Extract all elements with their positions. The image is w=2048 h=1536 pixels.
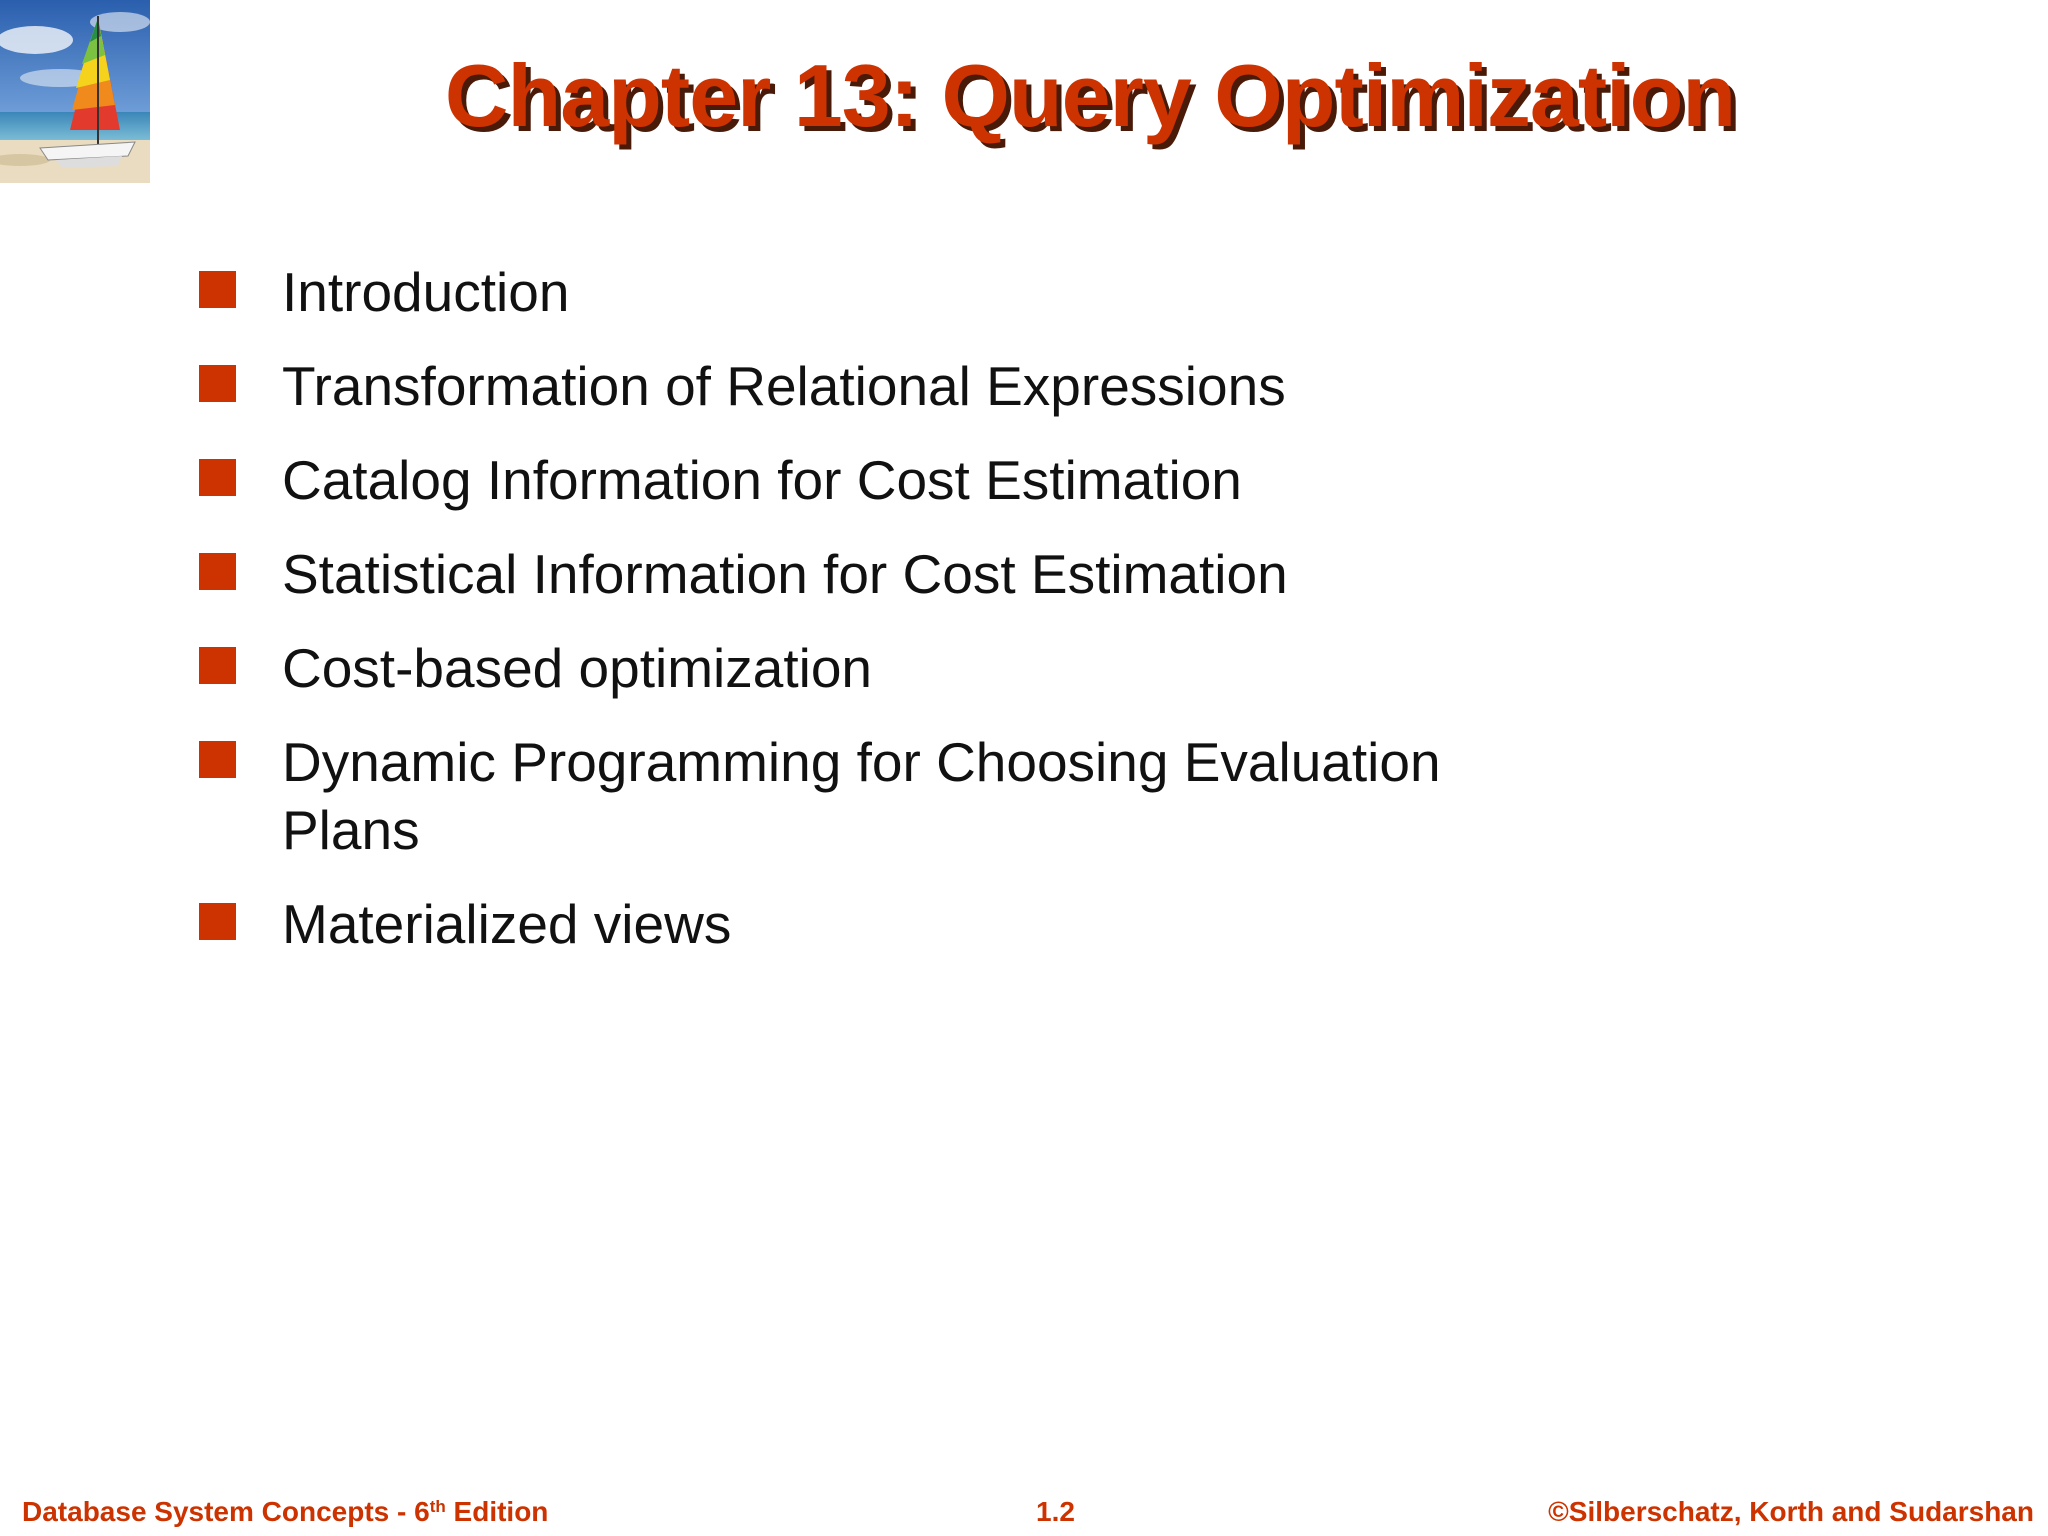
footer-book-prefix: Database System Concepts - 6: [22, 1496, 430, 1527]
red-square-bullet-icon: [199, 903, 236, 940]
slide-title: Chapter 13: Query Optimization: [444, 46, 1736, 145]
bullet-text: Materialized views: [282, 893, 732, 955]
footer-book-sup: th: [429, 1497, 446, 1516]
red-square-bullet-icon: [199, 553, 236, 590]
footer-book-title: [22, 1496, 548, 1528]
bullet-item: [198, 540, 1798, 608]
footer-page-number: 1.2: [1036, 1496, 1075, 1527]
red-square-bullet-icon: [199, 365, 236, 402]
bullet-item: [198, 728, 1798, 864]
bullet-text: Introduction: [282, 261, 570, 323]
slide-footer: [0, 1496, 2048, 1532]
red-square-bullet-icon: [199, 459, 236, 496]
bullet-item: [198, 352, 1798, 420]
bullet-text: Cost-based optimization: [282, 637, 873, 699]
sailboat-logo-icon: [0, 0, 150, 183]
bullet-item: [198, 634, 1798, 702]
red-square-bullet-icon: [199, 647, 236, 684]
bullet-text: Catalog Information for Cost Estimation: [282, 449, 1242, 511]
bullet-text: Dynamic Programming for Choosing Evaluation Plans: [282, 731, 1441, 861]
red-square-bullet-icon: [199, 741, 236, 778]
footer-copyright: ©Silberschatz, Korth and Sudarshan: [1548, 1496, 2034, 1527]
bullet-item: [198, 446, 1798, 514]
bullet-list: [198, 258, 1798, 984]
bullet-text: Statistical Information for Cost Estimation: [282, 543, 1288, 605]
red-square-bullet-icon: [199, 271, 236, 308]
bullet-text: Transformation of Relational Expressions: [282, 355, 1286, 417]
bullet-item: [198, 258, 1798, 326]
footer-book-suffix: Edition: [445, 1496, 549, 1527]
bullet-item: [198, 890, 1798, 958]
